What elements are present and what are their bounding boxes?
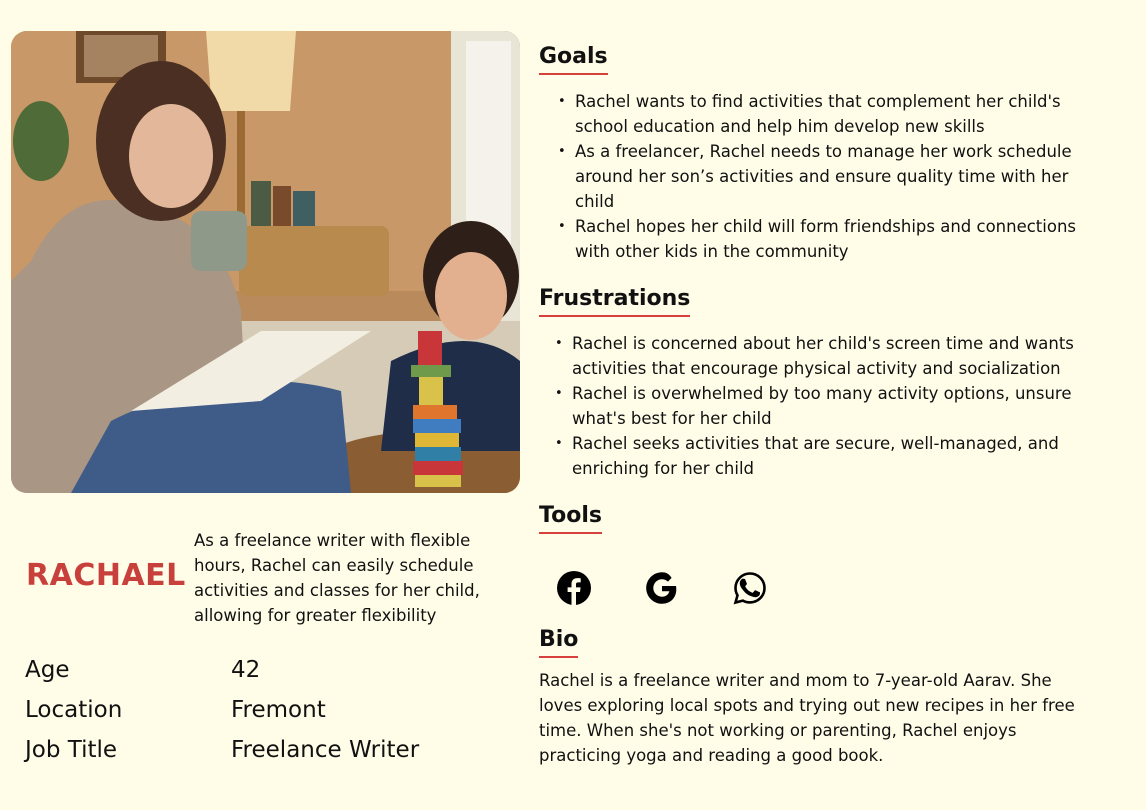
fact-row-location bbox=[25, 690, 419, 730]
persona-name: RACHAEL bbox=[26, 558, 186, 593]
fact-key: Age bbox=[25, 657, 70, 683]
fact-key: Job Title bbox=[25, 737, 118, 763]
list-item: • Rachel is concerned about her child's screen time and wants activities that encourage physical activity and socialization bbox=[555, 331, 1100, 381]
list-item: • As a freelancer, Rachel needs to manage her work schedule around her son’s activities and ensure quality time with her child bbox=[558, 139, 1098, 214]
google-icon bbox=[645, 570, 679, 606]
persona-intro: As a freelance writer with flexible hours, Rachel can easily schedule activities and classes for her child, allowing for greater flexibility bbox=[194, 531, 480, 625]
fact-key: Location bbox=[25, 697, 123, 723]
tools-icons bbox=[557, 570, 767, 606]
facebook-icon bbox=[557, 570, 591, 606]
fact-value: Freelance Writer bbox=[231, 737, 420, 763]
whatsapp-icon bbox=[733, 570, 767, 606]
frustrations-heading: Frustrations bbox=[539, 286, 690, 317]
tools-heading: Tools bbox=[539, 503, 602, 534]
persona-facts bbox=[25, 650, 419, 770]
fact-row-job-title bbox=[25, 730, 419, 770]
bio-text: Rachel is a freelance writer and mom to 7-year-old Aarav. She loves exploring local spots and trying out new recipes in her free time. When she's not working or parenting, Rachel enjoys practicing yoga and reading a good book. bbox=[539, 671, 1075, 765]
list-item: • Rachel seeks activities that are secure, well-managed, and enriching for her child bbox=[555, 431, 1100, 481]
persona-photo bbox=[11, 31, 520, 493]
frustrations-list bbox=[555, 331, 1100, 481]
fact-value: Fremont bbox=[231, 697, 326, 723]
list-item: • Rachel is overwhelmed by too many activity options, unsure what's best for her child bbox=[555, 381, 1100, 431]
goals-heading: Goals bbox=[539, 44, 608, 75]
fact-row-age bbox=[25, 650, 419, 690]
list-item: • Rachel hopes her child will form friendships and connections with other kids in the community bbox=[558, 214, 1098, 264]
list-item: • Rachel wants to find activities that complement her child's school education and help him develop new skills bbox=[558, 89, 1098, 139]
goals-list bbox=[558, 89, 1098, 264]
bio-heading: Bio bbox=[539, 627, 578, 658]
fact-value: 42 bbox=[231, 657, 261, 683]
